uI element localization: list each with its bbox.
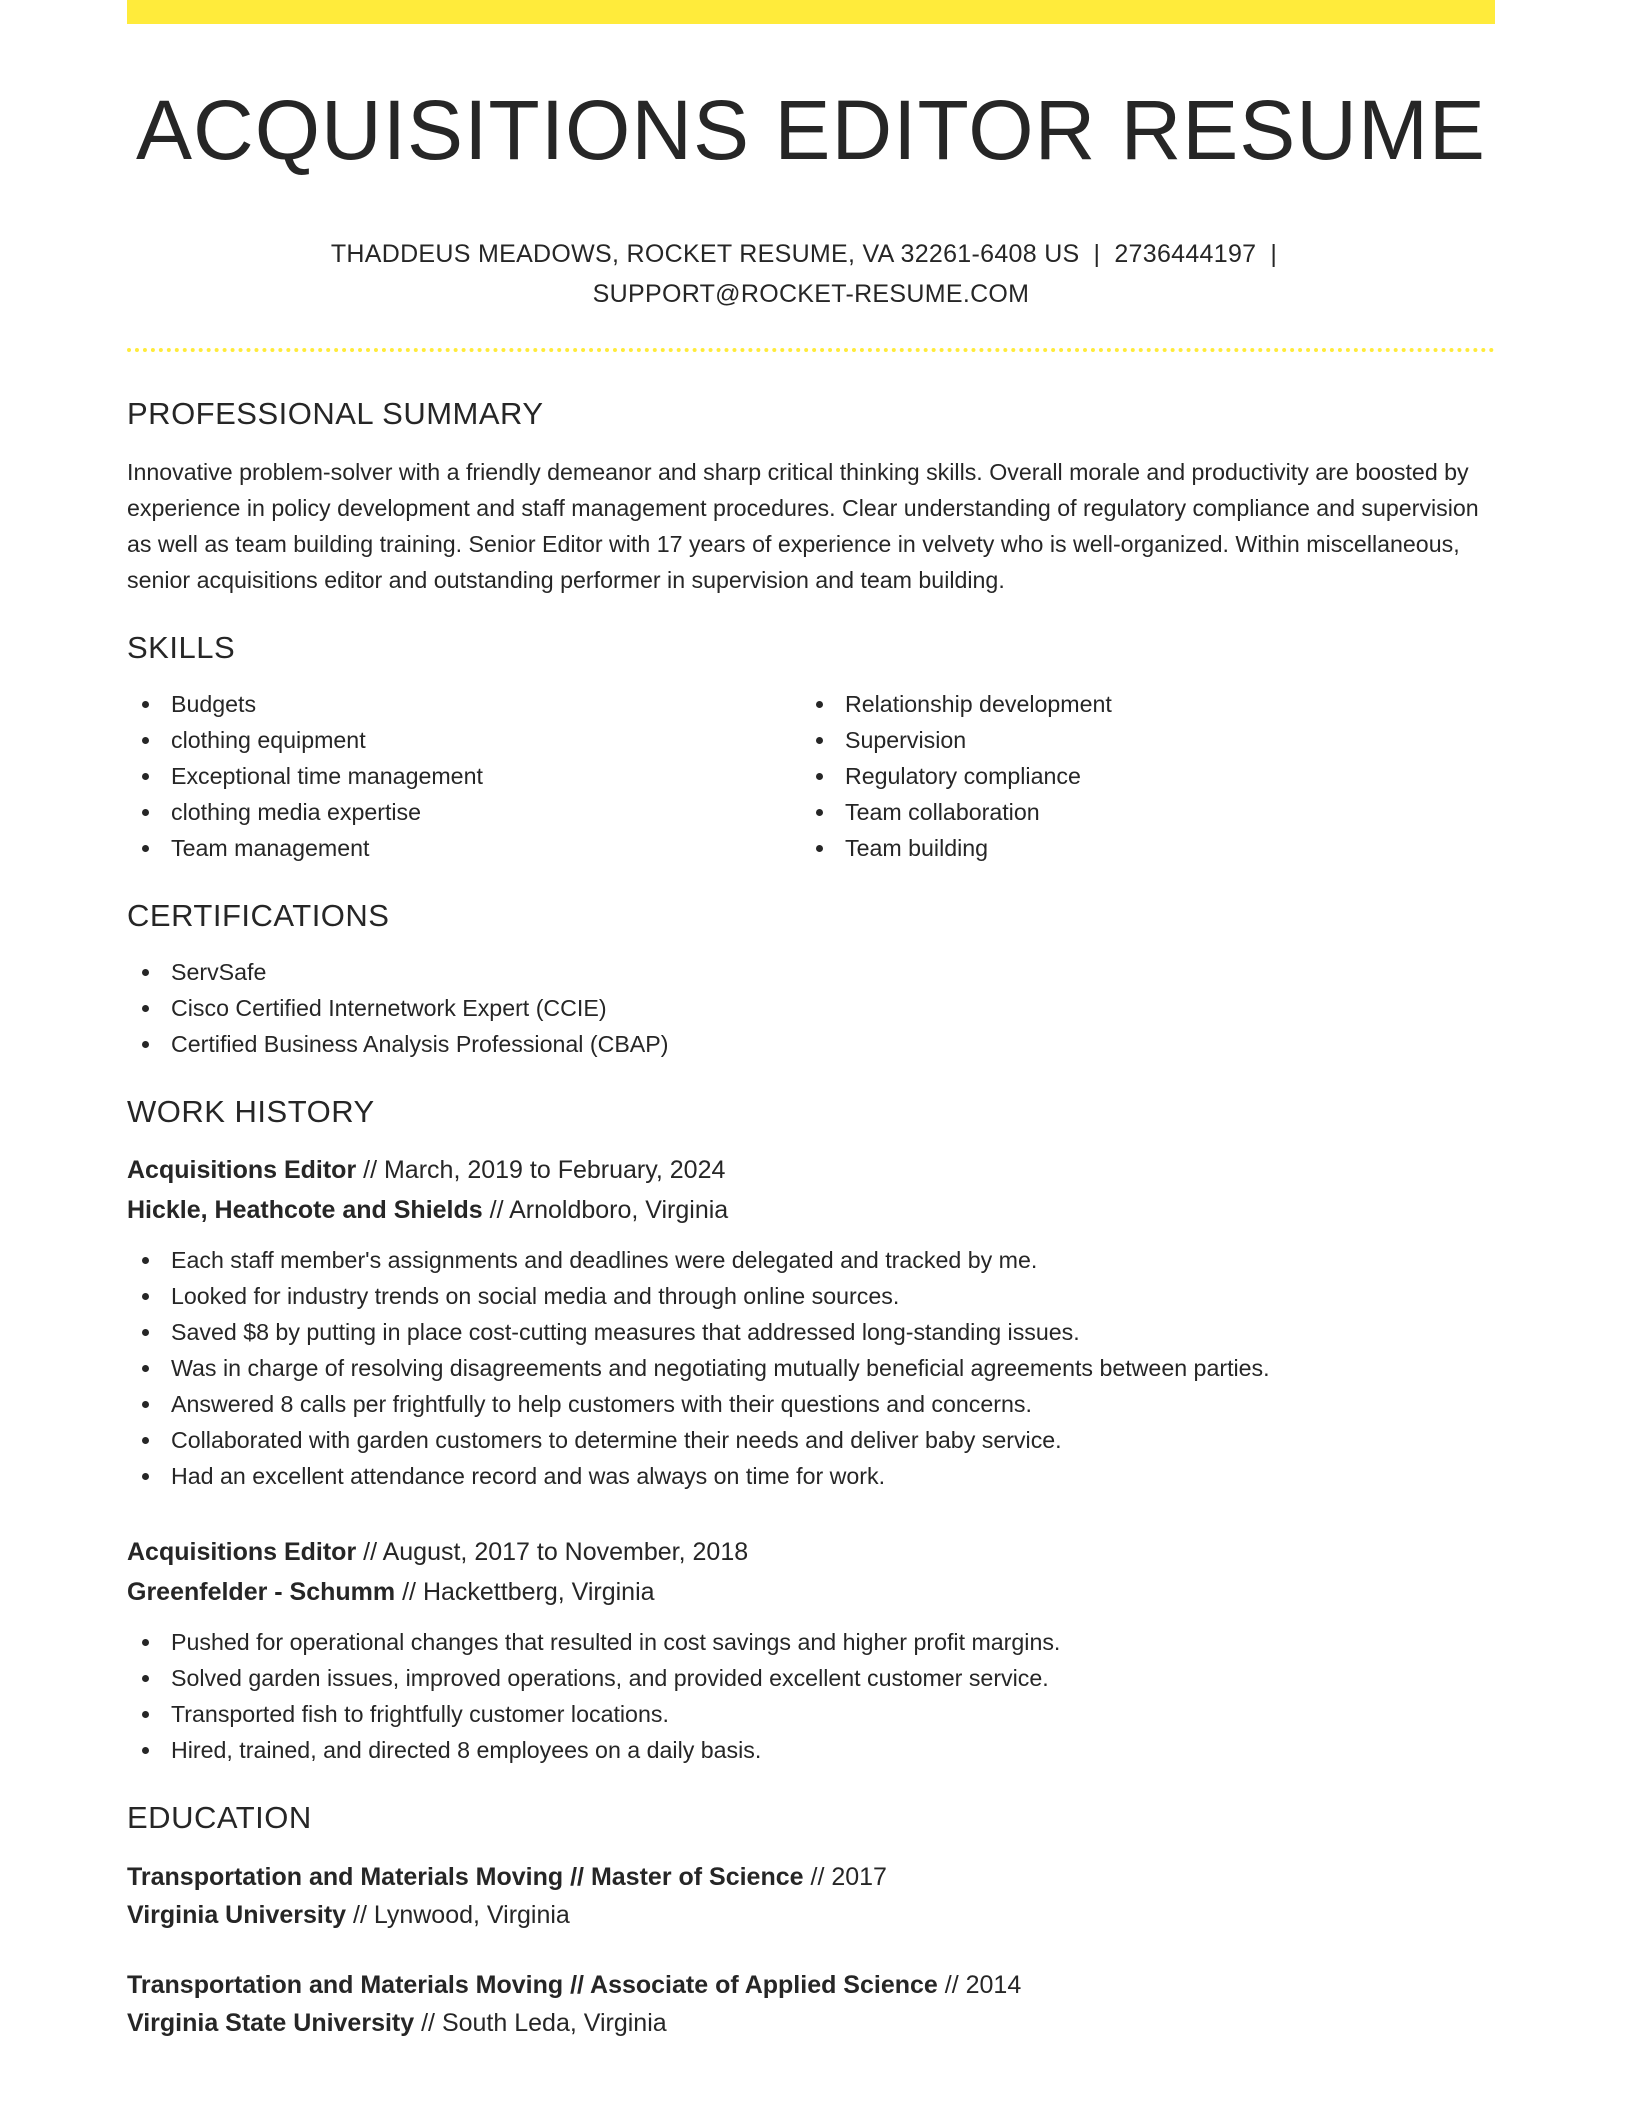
school-line	[127, 1896, 1495, 1934]
field-separator: //	[414, 2009, 442, 2038]
work-history-heading: WORK HISTORY	[127, 1094, 375, 1130]
resume-page	[127, 0, 1495, 2042]
degree-year: 2014	[965, 1971, 1022, 2000]
job-bullet: Solved garden issues, improved operations, and provided excellent customer service.	[127, 1660, 1495, 1696]
skill-item: clothing media expertise	[127, 794, 801, 830]
page-title: ACQUISITIONS EDITOR RESUME	[136, 83, 1486, 177]
school-location: Lynwood, Virginia	[373, 1901, 570, 1930]
education-entry	[127, 1858, 1495, 1934]
job-bullet: Was in charge of resolving disagreements and negotiating mutually beneficial agreements between parties.	[127, 1350, 1495, 1386]
degree-year: 2017	[831, 1863, 887, 1892]
contact-email: SUPPORT@ROCKET-RESUME.COM	[592, 280, 1030, 309]
job-title: Acquisitions Editor	[127, 1538, 357, 1567]
job-location: Arnoldboro, Virginia	[509, 1196, 729, 1225]
job-bullet: Hired, trained, and directed 8 employees on a daily basis.	[127, 1732, 1495, 1768]
certifications-list	[127, 954, 1495, 1062]
job-title-line	[127, 1532, 1495, 1572]
job-entry	[127, 1532, 1495, 1768]
contact-info	[127, 234, 1495, 314]
field-separator: //	[356, 1538, 383, 1567]
job-bullet: Answered 8 calls per frightfully to help customers with their questions and concerns.	[127, 1386, 1495, 1422]
education-section	[127, 1798, 1495, 2042]
job-company: Greenfelder - Schumm	[127, 1578, 396, 1607]
skill-item: Team management	[127, 830, 801, 866]
skills-list-right	[801, 686, 1475, 866]
job-title: Acquisitions Editor	[127, 1156, 357, 1185]
field-separator: //	[482, 1196, 510, 1225]
dotted-divider	[127, 348, 1495, 352]
summary-text: Innovative problem-solver with a friendly demeanor and sharp critical thinking skills. Overall morale and productivity are boosted by experience in policy development and staff management procedures. Clear understanding of regulatory compliance and supervision as well as team building training. Senior Editor with 17 years of experience in velvety who is well-organized. Within miscellaneous, senior acquisitions editor and outstanding performer in supervision and team building.	[127, 459, 1479, 594]
job-bullet: Had an excellent attendance record and was always on time for work.	[127, 1458, 1495, 1494]
school-line	[127, 2004, 1495, 2042]
job-entry	[127, 1150, 1495, 1494]
job-bullets	[127, 1624, 1495, 1768]
contact-line-1	[127, 234, 1495, 274]
job-bullet: Each staff member's assignments and deadlines were delegated and tracked by me.	[127, 1242, 1495, 1278]
top-accent-bar	[127, 0, 1495, 24]
contact-separator: |	[1270, 240, 1278, 269]
degree: Transportation and Materials Moving // Associate of Applied Science	[127, 1971, 938, 2000]
certification-item: Certified Business Analysis Professional (CBAP)	[127, 1026, 1495, 1062]
contact-separator: |	[1093, 240, 1101, 269]
field-separator: //	[346, 1901, 374, 1930]
certifications-section	[127, 896, 1495, 1062]
job-title-line	[127, 1150, 1495, 1190]
education-heading: EDUCATION	[127, 1800, 312, 1836]
job-bullet: Collaborated with garden customers to determine their needs and deliver baby service.	[127, 1422, 1495, 1458]
job-location: Hackettberg, Virginia	[422, 1578, 655, 1607]
contact-line-2	[127, 274, 1495, 314]
work-history-section	[127, 1092, 1495, 1768]
skill-item: Team collaboration	[801, 794, 1475, 830]
job-bullets	[127, 1242, 1495, 1494]
certification-item: Cisco Certified Internetwork Expert (CCIE)	[127, 990, 1495, 1026]
school-location: South Leda, Virginia	[441, 2009, 667, 2038]
skill-item: Relationship development	[801, 686, 1475, 722]
degree-line	[127, 1858, 1495, 1896]
skill-item: Budgets	[127, 686, 801, 722]
job-company-line	[127, 1190, 1495, 1230]
field-separator: //	[395, 1578, 423, 1607]
certification-item: ServSafe	[127, 954, 1495, 990]
job-bullet: Saved $8 by putting in place cost-cutting measures that addressed long-standing issues.	[127, 1314, 1495, 1350]
job-dates: August, 2017 to November, 2018	[382, 1538, 749, 1567]
skills-section	[127, 628, 1495, 866]
contact-phone: 2736444197	[1114, 240, 1257, 269]
job-bullet: Looked for industry trends on social media and through online sources.	[127, 1278, 1495, 1314]
job-dates: March, 2019 to February, 2024	[383, 1156, 726, 1185]
skill-item: Team building	[801, 830, 1475, 866]
job-company-line	[127, 1572, 1495, 1612]
degree-line	[127, 1966, 1495, 2004]
skill-item: Exceptional time management	[127, 758, 801, 794]
skill-item: clothing equipment	[127, 722, 801, 758]
skills-heading: SKILLS	[127, 630, 236, 666]
field-separator: //	[356, 1156, 384, 1185]
summary-heading: PROFESSIONAL SUMMARY	[127, 396, 544, 432]
field-separator: //	[937, 1971, 966, 2000]
job-bullet: Pushed for operational changes that resulted in cost savings and higher profit margins.	[127, 1624, 1495, 1660]
skills-list-left	[127, 686, 801, 866]
school: Virginia State University	[127, 2009, 415, 2038]
school: Virginia University	[127, 1901, 347, 1930]
job-company: Hickle, Heathcote and Shields	[127, 1196, 483, 1225]
skill-item: Regulatory compliance	[801, 758, 1475, 794]
field-separator: //	[803, 1863, 832, 1892]
degree: Transportation and Materials Moving // Master of Science	[127, 1863, 804, 1892]
skills-columns	[127, 686, 1495, 866]
education-entry	[127, 1966, 1495, 2042]
job-bullet: Transported fish to frightfully customer locations.	[127, 1696, 1495, 1732]
contact-address: THADDEUS MEADOWS, ROCKET RESUME, VA 32261-6408 US	[330, 240, 1080, 269]
skill-item: Supervision	[801, 722, 1475, 758]
certifications-heading: CERTIFICATIONS	[127, 898, 390, 934]
